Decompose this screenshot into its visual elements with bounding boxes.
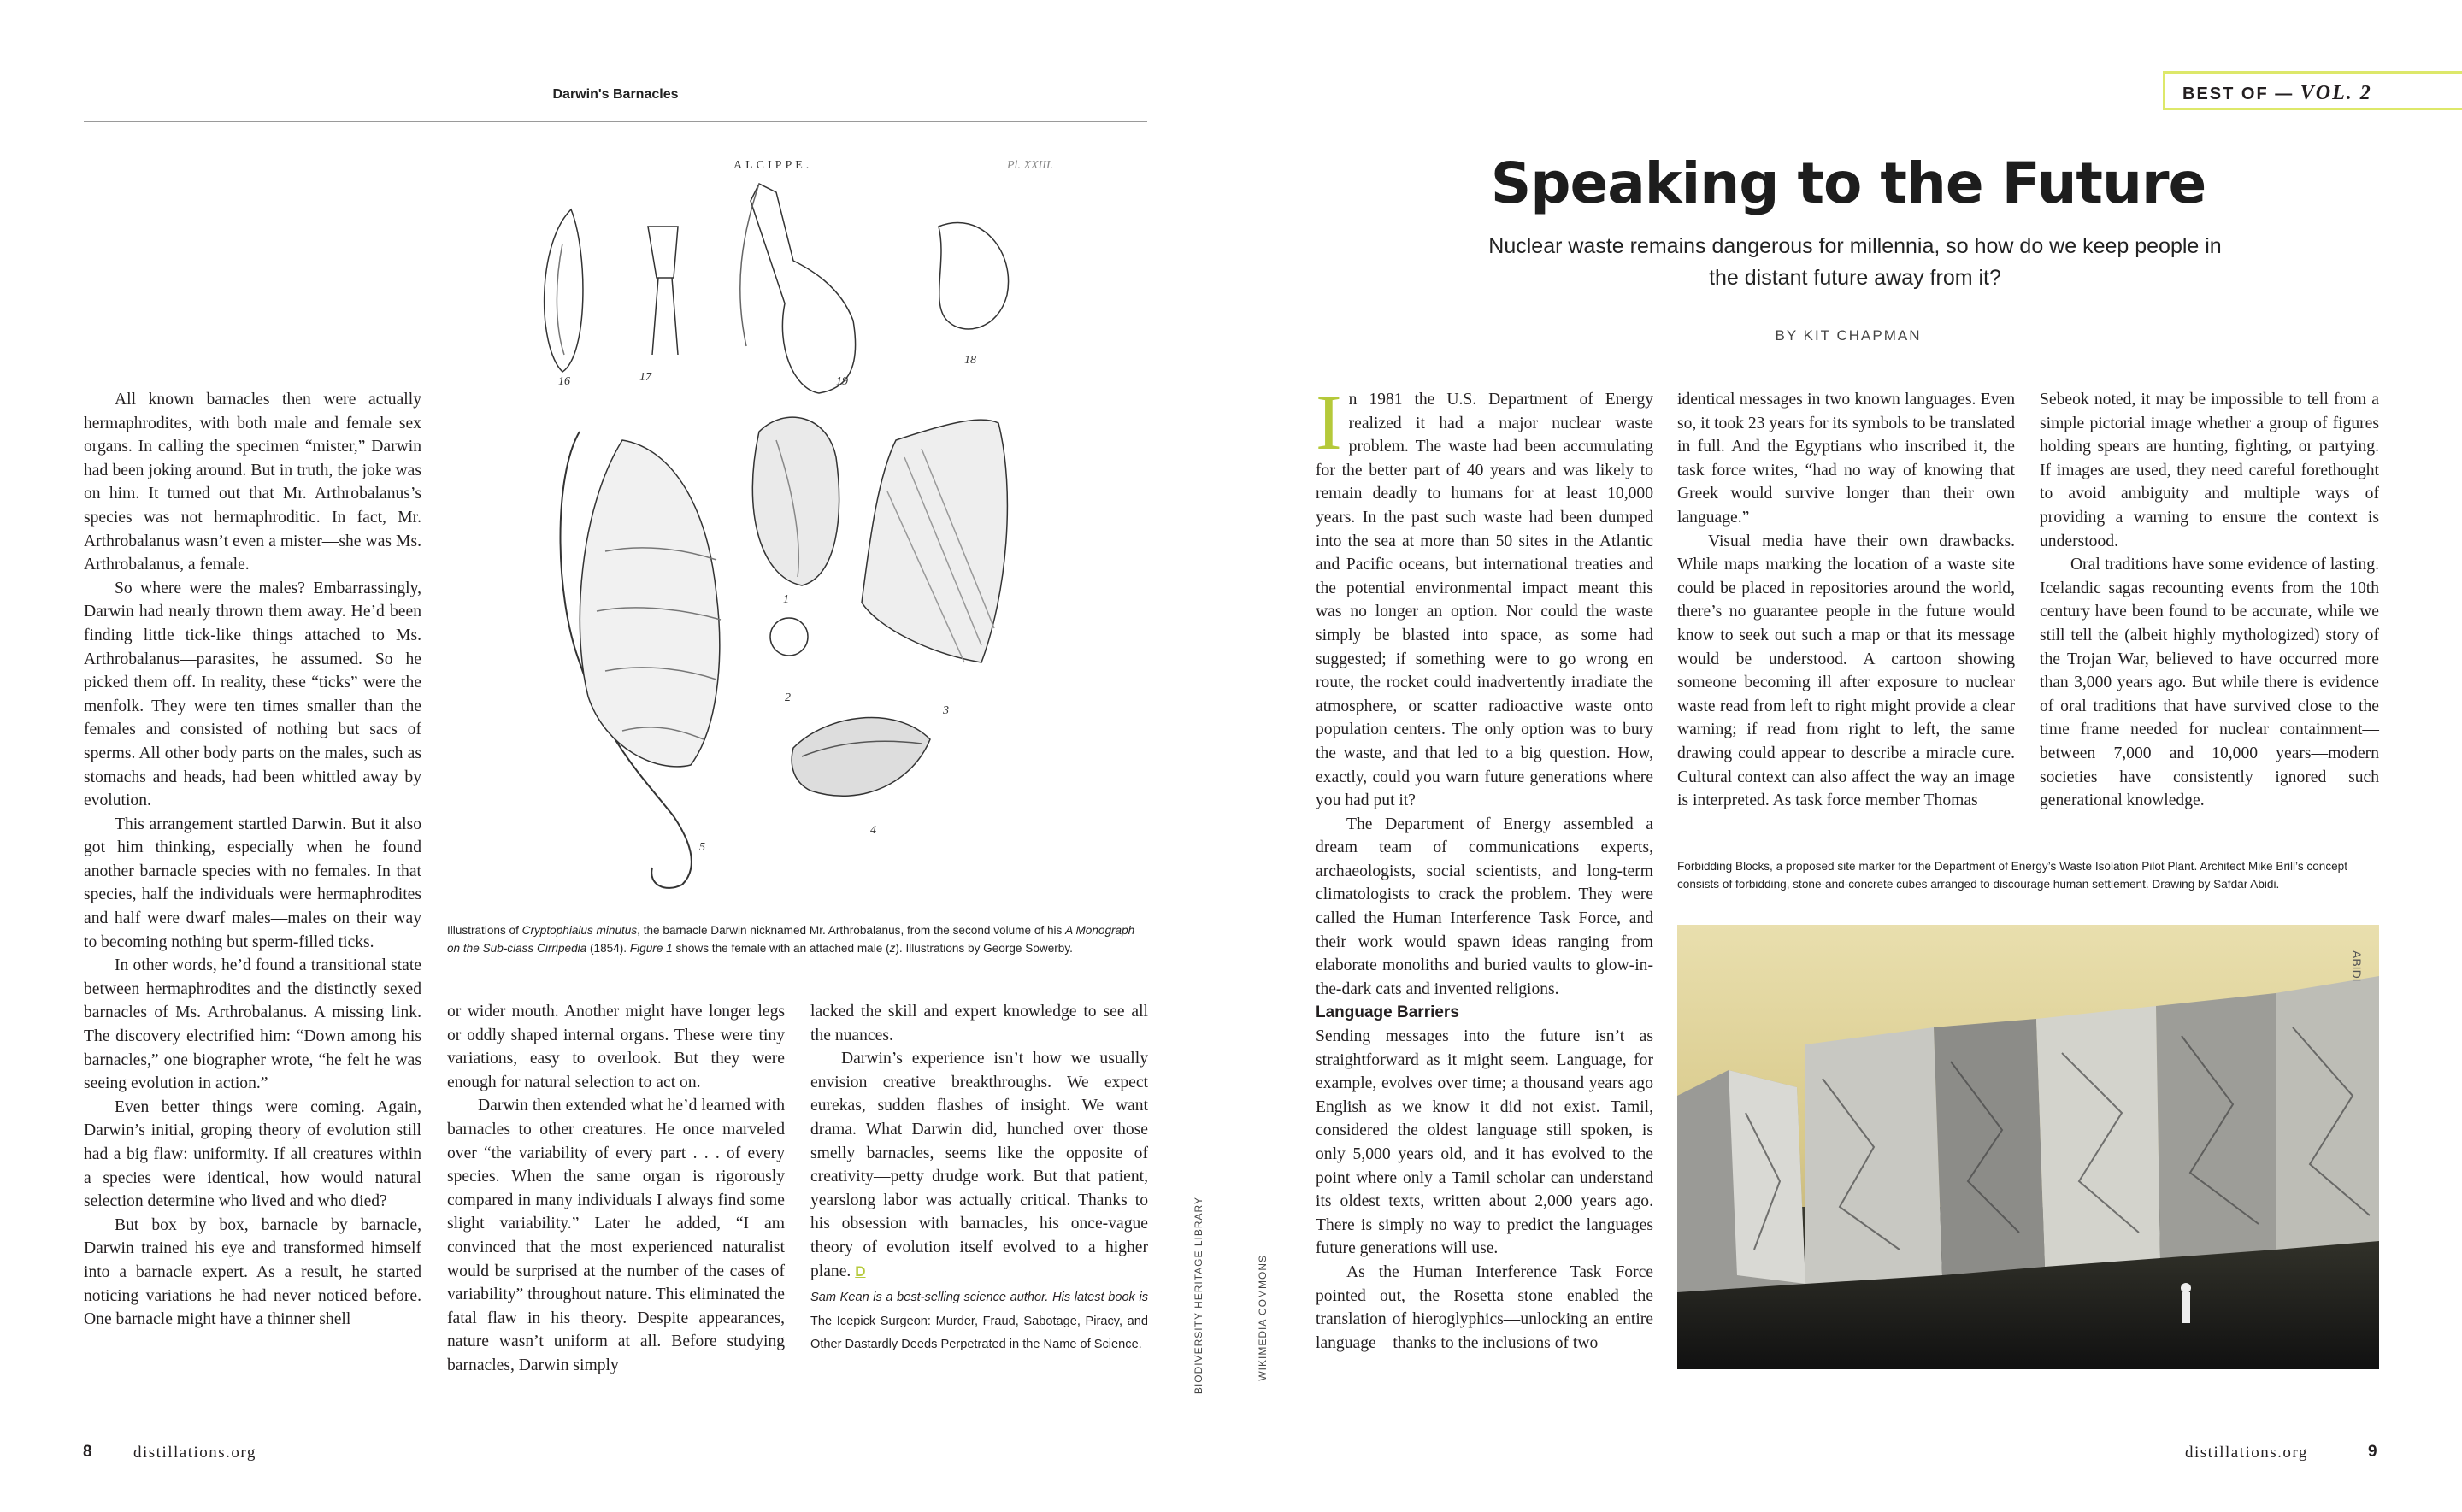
article-dek: Nuclear waste remains dangerous for millennia, so how do we keep people in the distant future away from it? <box>1488 234 2222 290</box>
end-mark: D <box>855 1262 866 1280</box>
best-of-badge <box>2163 71 2462 110</box>
paragraph: Sebeok noted, it may be impossible to tell from a simple pictorial image whether a group of figures holding spears are hunting, fighting, or partying. If images are used, they need careful forethought to avoid ambiguity and multiple ways of providing a warning to ensure the context is understood. <box>2040 391 2379 550</box>
bio-book: The Icepick Surgeon: Murder, Fraud, Sabotage, Piracy, and Other Dastardly Deeds Perpetrated in the Name of Science. <box>810 1314 1148 1352</box>
paragraph <box>1316 379 1653 813</box>
paragraph: Visual media have their own drawbacks. While maps marking the location of a waste site could be placed in repositories around the world, there’s no guarantee people in the future would know to seek out such a map or that its message would be understood. A cartoon showing someone becoming ill after exposure to nuclear waste read from left to right might provide a clear warning; if read from right to left, the same drawing could appear to describe a miracle cure. Cultural context can also affect the way an image is interpreted. As task force member Thomas <box>1677 532 2015 810</box>
figure-number: 18 <box>964 354 976 367</box>
caption-text: Illustrations of <box>447 924 522 937</box>
figure-number: 19 <box>836 375 848 388</box>
running-head: Darwin's Barnacles <box>552 87 679 102</box>
paragraph: But box by box, barnacle by barnacle, Darwin trained his eye and transformed himself into a barnacle expert. As a result, he started noticing variations he had never noticed before. One barnacle might have a thinner shell <box>84 1215 421 1329</box>
caption-text: , the barnacle Darwin nicknamed Mr. Arthrobalanus, from the second volume of his <box>637 924 1066 937</box>
paragraph-text: n 1981 the U.S. Department of Energy realized it had a major nuclear waste problem. The waste had been accumulating for the better part of 40 years and was likely to remain deadly to humans for at least 10,000 years. In the past such waste had been dumped into the sea at more than 50 sites in the Atlantic and Pacific oceans, but international treaties and the potential environmental impact meant this was no longer an option. Nor could the waste simply be blasted into space, as some had suggested; if something were to go wrong en route, the rocket could inadvertently irradiate the atmosphere, or scatter radioactive waste onto population centers. The only option was to bury the waste, and that led to a big question. How, exactly, could you warn future generations where you had put it? <box>1316 391 1653 810</box>
author-bio <box>810 1286 1148 1357</box>
paragraph: Oral traditions have some evidence of lasting. Icelandic sagas recounting events from the 10th century have been found to be accurate, while we still tell the (albeit highly mythologized) story of the Trojan War, believed to have occurred more than 3,000 years ago. But while there is evidence of oral traditions that have survived close to the time frame needed for nuclear containment—between 7,000 and 10,000 years—modern societies have consistently ignored such generational knowledge. <box>2040 556 2379 810</box>
forbidding-blocks-drawing <box>1677 925 2379 1369</box>
paragraph: As the Human Interference Task Force pointed out, the Rosetta stone enabled the translation of hieroglyphics—unlocking an entire language—thanks to the inclusions of two <box>1316 1262 1653 1352</box>
paragraph: All known barnacles then were actually hermaphrodites, with both male and female sex organs. In calling the specimen “mister,” Darwin had been joking around. But in truth, the joke was on him. It turned out that Mr. Arthrobalanus’s species was not hermaphroditic. In fact, Mr. Arthrobalanus wasn’t even a mister—she was Ms. Arthrobalanus, a female. <box>84 391 421 574</box>
figure-number: 17 <box>639 371 651 384</box>
site-link[interactable]: distillations.org <box>133 1444 256 1462</box>
section-heading: Language Barriers <box>1316 1003 1459 1022</box>
paragraph: The Department of Energy assembled a dream team of communications experts, archaeologists, social scientists, and long-term climatologists to crack the problem. They were called the Human Interference Task Force, and their work would spawn ideas ranging from elaborate monoliths and buried vaults to glow-in-the-dark cats and invented religions. <box>1316 815 1653 998</box>
figure-number: 3 <box>943 704 949 717</box>
photo-signature: ABIDI <box>2350 950 2364 982</box>
header-rule <box>84 121 1147 122</box>
bio-text: Sam Kean is a best-selling science author. His latest book is <box>810 1291 1148 1305</box>
figure-number: 2 <box>785 691 791 704</box>
right-column-1 <box>1316 379 1653 1355</box>
page-number: 9 <box>2368 1443 2377 1461</box>
photo-credit: WIKIMEDIA COMMONS <box>1257 1255 1269 1381</box>
illustration-caption <box>447 921 1148 957</box>
caption-text: ). Illustrations by George Sowerby. <box>895 942 1073 955</box>
photo-credit: BIODIVERSITY HERITAGE LIBRARY <box>1193 1197 1204 1395</box>
right-column-2 <box>1677 388 2015 813</box>
paragraph <box>810 1047 1148 1283</box>
caption-species: Cryptophialus minutus <box>521 924 638 937</box>
left-column-3 <box>810 1000 1148 1357</box>
figure-number: 1 <box>783 593 789 606</box>
left-column-1 <box>84 388 421 1332</box>
paragraph: Darwin then extended what he’d learned with barnacles to other creatures. He once marveled over “the variability of every part . . . of every species. When the same organ is rigorously compared in many individuals I always find some slight variability.” Later he added, “I am convinced that the most experienced naturalist would be surprised at the number of the cases of variability” throughout nature. This eliminated the fatal flaw in his theory. Despite appearances, nature wasn’t uniform at all. Before studying barnacles, Darwin simply <box>447 1097 785 1374</box>
paragraph: In other words, he’d found a transitional state between hermaphrodites and the distinctly sexed barnacles of Ms. Arthrobalanus. A missing link. The discovery electrified him: “Down among his barnacles,” one biographer wrote, “he felt he was seeing evolution in action.” <box>84 956 421 1093</box>
photo-caption: Forbidding Blocks, a proposed site marker for the Department of Energy’s Waste Isolation Pilot Plant. Architect Mike Brill’s concept consists of forbidding, stone-and-concrete cubes arranged to discourage human settlement. Drawing by Safdar Abidi. <box>1677 860 2348 891</box>
paragraph: This arrangement startled Darwin. But it also got him thinking, especially when he found another barnacle species with no females. In that species, half the individuals were hermaphrodites and half were dwarf males—males on their way to becoming nothing but sperm-filled ticks. <box>84 815 421 951</box>
right-column-3 <box>2040 388 2379 813</box>
article-title: Speaking to the Future <box>1490 150 2206 216</box>
caption-text: shows the female with an attached male ( <box>672 942 890 955</box>
figure-number: 16 <box>558 375 570 388</box>
page-number: 8 <box>83 1443 92 1461</box>
paragraph: Even better things were coming. Again, Darwin’s initial, groping theory of evolution still had a big flaw: uniformity. If all creatures within a species were identical, how would natural selection determine who lived and who died? <box>84 1097 421 1211</box>
badge-volume: VOL. 2 <box>2300 82 2372 104</box>
barnacle-plate-illustration <box>503 150 1147 919</box>
plate-heading: ALCIPPE. <box>733 159 813 172</box>
plate-number: Pl. XXIII. <box>1007 159 1054 172</box>
caption-text: (1854). <box>586 942 630 955</box>
paragraph: identical messages in two known languages. Even so, it took 23 years for its symbols to be translated in full. And the Egyptians who inscribed it, the task force writes, “had no way of knowing that Greek would survive longer than their own language.” <box>1677 391 2015 527</box>
badge-label: BEST OF — <box>2182 85 2294 103</box>
figure-number: 4 <box>870 824 876 837</box>
site-link[interactable]: distillations.org <box>2185 1444 2308 1462</box>
paragraph-text: Darwin’s experience isn’t how we usually envision creative breakthroughs. We expect eurekas, sudden flashes of insight. We want drama. What Darwin did, hunched over those smelly barnacles, seems like the opposite of creativity—petty drudge work. But that patient, yearslong labor was actually critical. Thanks to his obsession with barnacles, his once-vague theory of evolution itself evolved to a higher plane. <box>810 1050 1148 1280</box>
paragraph: So where were the males? Embarrassingly, Darwin had nearly thrown them away. He’d been finding little tick-like things attached to Ms. Arthrobalanus—parasites, he assumed. So he picked them off. In reality, these “ticks” were the menfolk. They were ten times smaller than the females and consisted of nothing but sacs of sperms. All other body parts on the males, such as stomachs and heads, had been whittled away by evolution. <box>84 579 421 810</box>
paragraph: or wider mouth. Another might have longer legs or oddly shaped internal organs. These were tiny variations, easy to overlook. But they were enough for natural selection to act on. <box>447 1003 785 1091</box>
paragraph: lacked the skill and expert knowledge to see all the nuances. <box>810 1003 1148 1044</box>
byline: BY KIT CHAPMAN <box>1775 327 1922 344</box>
left-column-2 <box>447 1000 785 1378</box>
drop-cap: I <box>1316 379 1342 466</box>
caption-z: z <box>889 942 896 955</box>
caption-figure: Figure 1 <box>629 942 673 955</box>
caption-book: A Monograph on the Sub-class Cirripedia <box>447 924 1135 955</box>
paragraph: Sending messages into the future isn’t as straightforward as it might seem. Language, for example, evolves over time; a thousand years ago English as we know it did not exist. Tamil, considered the oldest language still spoken, is only 5,000 years old, and it has evolved to the point where only a Tamil scholar can understand its oldest texts, written about 2,000 years ago. There is simply no way to predict the languages future generations will use. <box>1316 1027 1653 1258</box>
figure-number: 5 <box>699 841 705 854</box>
